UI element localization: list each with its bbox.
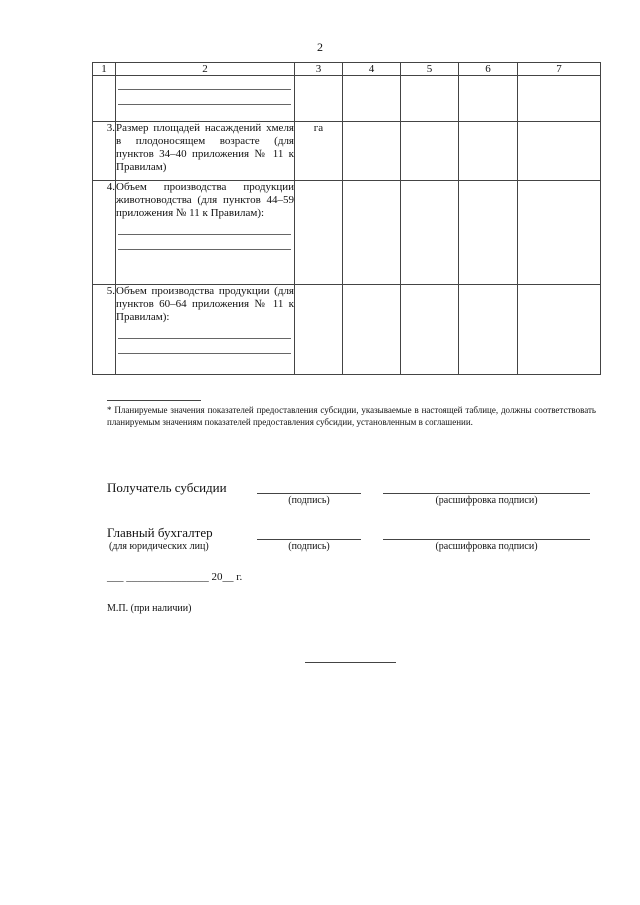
row-description — [116, 76, 295, 122]
table-row — [93, 181, 601, 285]
table-row — [93, 122, 601, 181]
row-unit — [295, 76, 343, 122]
value-cell — [518, 122, 601, 181]
blank-line — [118, 324, 291, 339]
blank-line — [118, 76, 291, 90]
value-cell — [343, 122, 401, 181]
value-cell — [518, 285, 601, 375]
table-header-row — [93, 63, 601, 76]
column-header: 2 — [116, 63, 295, 76]
date-line: ___ _______________ 20__ г. — [107, 571, 243, 583]
row-number — [93, 76, 116, 122]
decoding-caption: (расшифровка подписи) — [435, 541, 538, 552]
value-cell — [401, 76, 459, 122]
row-description — [116, 285, 295, 375]
table-row — [93, 285, 601, 375]
column-header: 7 — [518, 63, 601, 76]
value-cell — [459, 76, 518, 122]
accountant-label: Главный бухгалтер — [107, 525, 213, 540]
column-header: 5 — [401, 63, 459, 76]
stamp-note: М.П. (при наличии) — [107, 603, 192, 614]
row-description-text: Объем производства продукции (для пунктов 60–64 приложения № 11 к Правилам): — [116, 285, 294, 323]
blank-line — [118, 220, 291, 235]
column-header: 1 — [93, 63, 116, 76]
value-cell — [343, 181, 401, 285]
value-cell — [343, 285, 401, 375]
column-header: 3 — [295, 63, 343, 76]
end-separator — [305, 662, 396, 663]
footnote-separator — [107, 400, 201, 401]
row-description — [116, 181, 295, 285]
value-cell — [401, 122, 459, 181]
indicators-table — [92, 62, 601, 375]
value-cell — [343, 76, 401, 122]
value-cell — [401, 181, 459, 285]
row-number: 4. — [93, 181, 116, 285]
blank-line — [118, 339, 291, 354]
row-unit — [295, 181, 343, 285]
signature-caption: (подпись) — [288, 541, 330, 552]
blank-line — [118, 90, 291, 105]
column-header: 4 — [343, 63, 401, 76]
accountant-note: (для юридических лиц) — [109, 541, 209, 552]
value-cell — [459, 122, 518, 181]
page-number: 2 — [317, 40, 323, 54]
decoding-caption: (расшифровка подписи) — [435, 495, 538, 506]
value-cell — [518, 76, 601, 122]
row-unit: га — [295, 122, 343, 181]
recipient-label: Получатель субсидии — [107, 480, 227, 495]
decoding-line — [383, 493, 590, 494]
row-unit — [295, 285, 343, 375]
footnote: * Планируемые значения показателей предоставления субсидии, указываемые в настоящей таблице, должны соответствовать планируемым значениям показателей предоставления субсидии, установленным в соглашении. — [107, 405, 596, 427]
row-description-text: Объем производства продукции животноводства (для пунктов 44–59 приложения № 11 к Правилам): — [116, 181, 294, 219]
table-row — [93, 76, 601, 122]
row-description: Размер площадей насаждений хмеля в плодоносящем возрасте (для пунктов 34–40 приложения № 11 к Правилам) — [116, 122, 295, 181]
value-cell — [401, 285, 459, 375]
blank-line — [118, 235, 291, 250]
value-cell — [518, 181, 601, 285]
row-number: 5. — [93, 285, 116, 375]
signature-caption: (подпись) — [288, 495, 330, 506]
signature-line — [257, 493, 361, 494]
row-number: 3. — [93, 122, 116, 181]
value-cell — [459, 181, 518, 285]
column-header: 6 — [459, 63, 518, 76]
value-cell — [459, 285, 518, 375]
decoding-line — [383, 539, 590, 540]
signature-line — [257, 539, 361, 540]
